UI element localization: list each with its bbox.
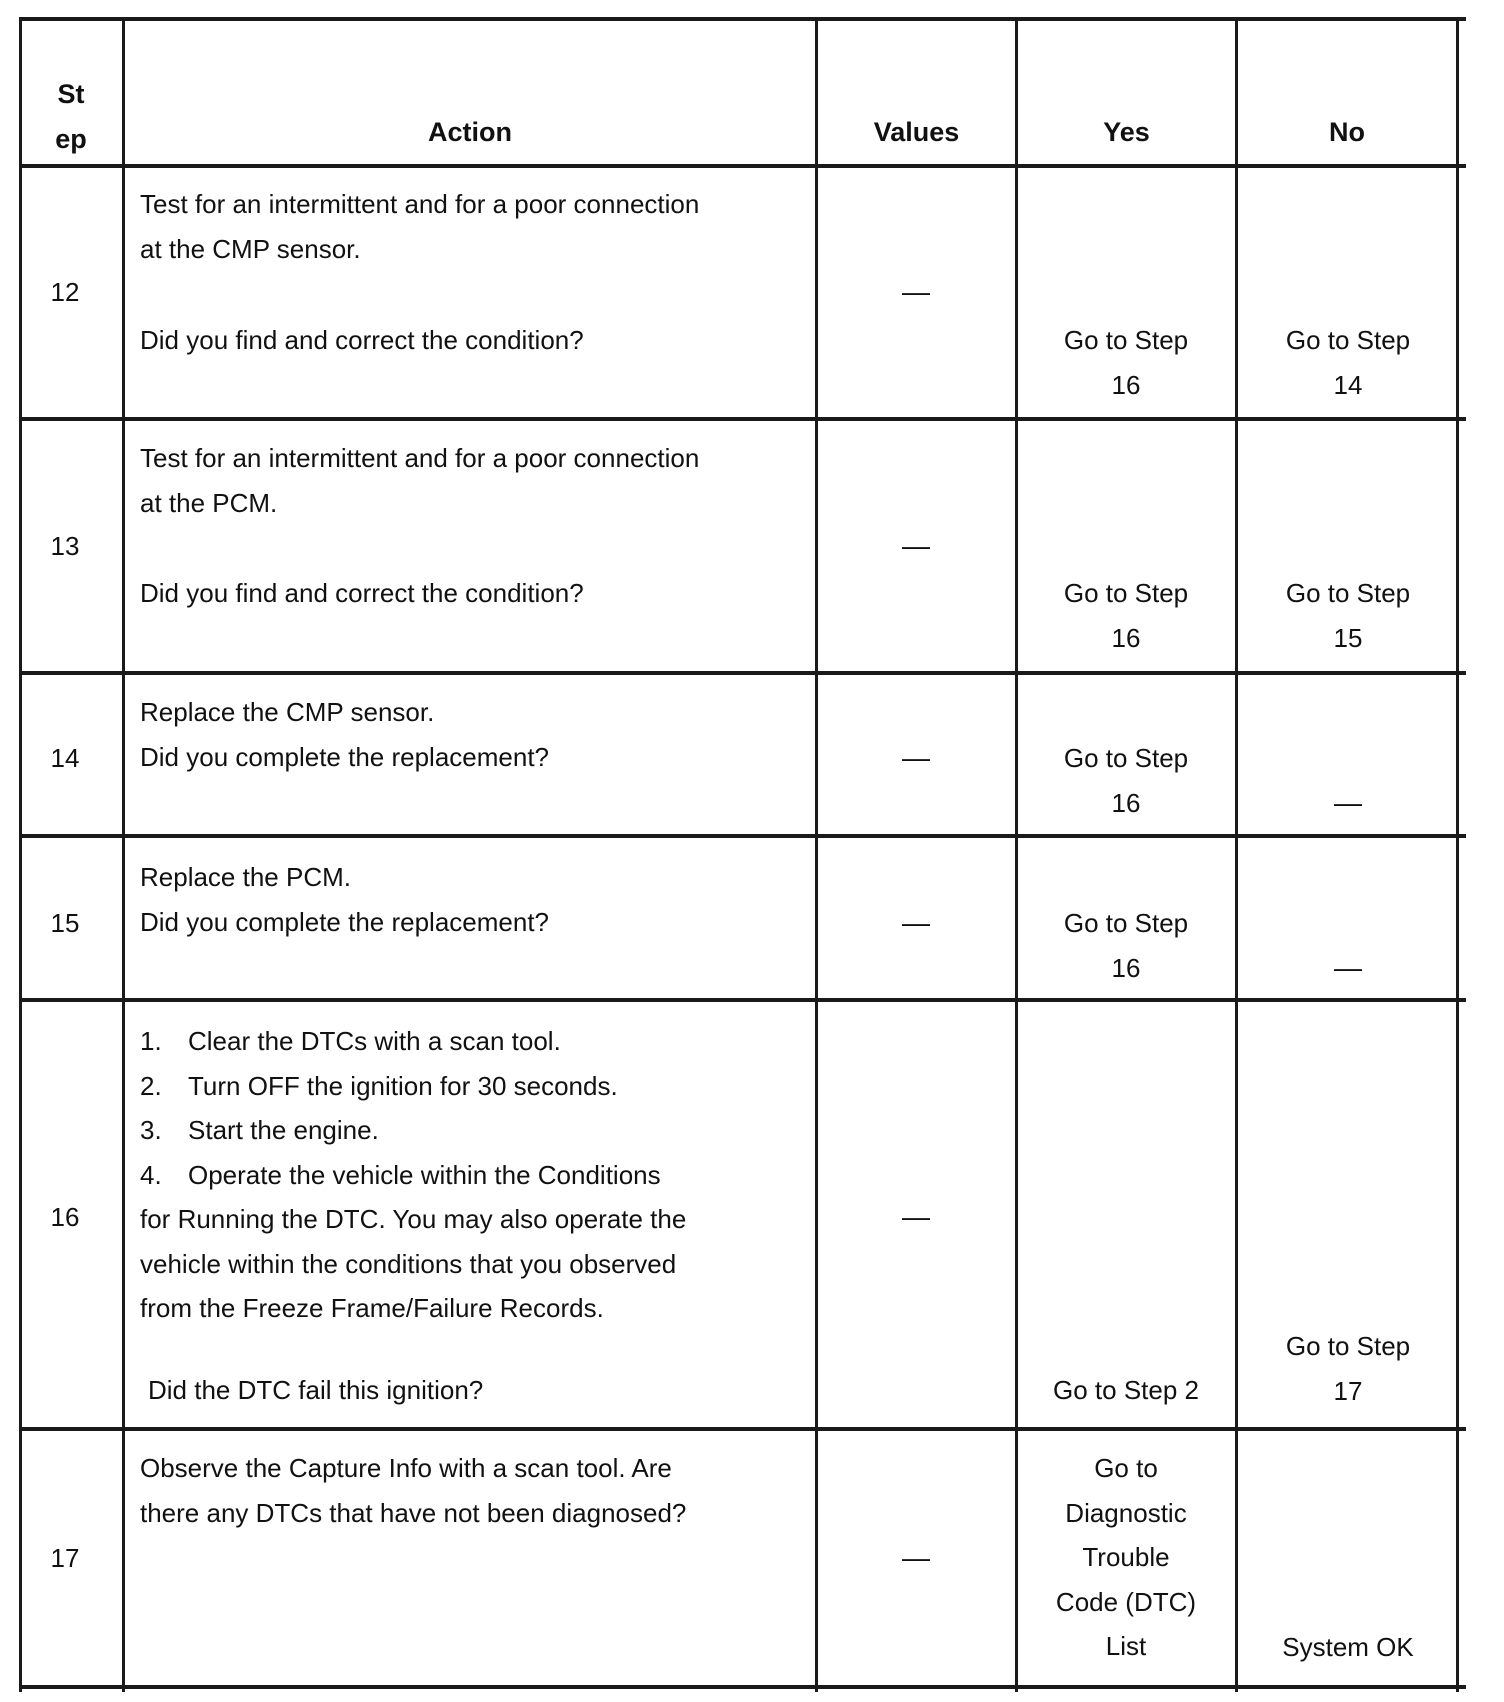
step-number: 15	[50, 908, 80, 938]
column-divider	[122, 17, 125, 1692]
list-number: 1.	[140, 1026, 162, 1056]
no-cell	[1237, 1324, 1459, 1413]
step-number: 17	[50, 1543, 80, 1573]
step-number: 13	[50, 531, 80, 561]
yes-line: 16	[1111, 787, 1141, 818]
action-line: at the CMP sensor.	[140, 233, 361, 264]
yes-cell	[1016, 318, 1236, 407]
action-question: Did you find and correct the condition?	[140, 325, 584, 355]
action-line: Test for an intermittent and for a poor connection	[140, 189, 700, 219]
yes-cell	[1016, 736, 1236, 825]
yes-line: Go to Step	[1063, 908, 1189, 938]
value-cell: —	[902, 1201, 930, 1232]
list-item	[140, 1153, 686, 1198]
no-line: Go to Step	[1285, 578, 1411, 608]
row-divider	[19, 834, 1466, 838]
header-step-line1: St	[57, 79, 85, 109]
row-divider	[19, 417, 1466, 421]
header-step-line2: ep	[55, 123, 87, 154]
list-text: Operate the vehicle within the Conditions	[188, 1159, 661, 1190]
header-yes: Yes	[1103, 117, 1150, 147]
value-cell: —	[902, 907, 930, 938]
list-text: Clear the DTCs with a scan tool.	[188, 1026, 561, 1056]
table-border-bottom	[19, 1685, 1466, 1689]
list-text: Start the engine.	[188, 1115, 379, 1145]
value-cell: —	[902, 1542, 930, 1573]
action-question: Did you find and correct the condition?	[140, 578, 584, 608]
list-text: Turn OFF the ignition for 30 seconds.	[188, 1070, 618, 1101]
step-number: 12	[50, 277, 80, 307]
action-line: for Running the DTC. You may also operate the	[140, 1204, 687, 1234]
action-line: at the PCM.	[140, 487, 278, 518]
yes-line: 16	[1111, 952, 1141, 983]
row-divider	[19, 998, 1466, 1002]
action-line: vehicle within the conditions that you observed	[140, 1248, 677, 1279]
yes-cell: Go to Step 2	[1053, 1375, 1199, 1405]
table-border-right	[1456, 17, 1459, 1692]
no-cell: System OK	[1282, 1632, 1414, 1662]
header-action: Action	[428, 117, 512, 147]
column-divider	[1235, 17, 1238, 1692]
no-cell: —	[1334, 787, 1362, 818]
no-line: 14	[1333, 369, 1363, 400]
yes-line: Go to Step	[1063, 743, 1189, 773]
list-number: 2.	[140, 1070, 162, 1101]
no-line: Go to Step	[1285, 1331, 1411, 1361]
action-line: Did you complete the replacement?	[140, 741, 550, 772]
row-divider	[19, 1427, 1466, 1431]
no-line: Go to Step	[1285, 325, 1411, 355]
no-cell: —	[1334, 952, 1362, 983]
header-values: Values	[873, 117, 960, 147]
action-line: Did you complete the replacement?	[140, 906, 550, 937]
yes-line: Diagnostic	[1065, 1497, 1187, 1528]
action-text	[140, 1446, 686, 1535]
no-line: 15	[1333, 622, 1363, 653]
yes-cell	[1016, 571, 1236, 660]
yes-cell	[1016, 901, 1236, 990]
yes-line: 16	[1111, 622, 1141, 653]
action-line: Test for an intermittent and for a poor connection	[140, 443, 700, 473]
yes-line: List	[1105, 1631, 1147, 1661]
column-divider	[815, 17, 818, 1692]
yes-line: Trouble	[1082, 1542, 1170, 1572]
action-question: Did the DTC fail this ignition?	[148, 1375, 484, 1405]
yes-cell	[1016, 1446, 1236, 1669]
row-divider	[19, 671, 1466, 675]
list-item	[140, 1019, 686, 1064]
list-item	[140, 1064, 686, 1109]
value-cell: —	[902, 276, 930, 307]
action-text	[140, 436, 699, 525]
header-step	[20, 72, 122, 161]
yes-line: Go to	[1094, 1453, 1158, 1483]
yes-line: 16	[1111, 369, 1141, 400]
numbered-list	[140, 1019, 686, 1197]
action-line: Replace the PCM.	[140, 862, 351, 892]
action-line: Observe the Capture Info with a scan tool. Are	[140, 1453, 672, 1483]
no-cell	[1237, 571, 1459, 660]
no-line: 17	[1333, 1375, 1363, 1406]
step-number: 16	[50, 1202, 80, 1232]
action-line: from the Freeze Frame/Failure Records.	[140, 1293, 604, 1323]
table-border-left	[19, 17, 22, 1692]
action-text	[140, 855, 549, 944]
list-number: 4.	[140, 1159, 162, 1190]
action-text	[140, 1019, 686, 1331]
yes-line: Go to Step	[1063, 578, 1189, 608]
action-text	[140, 182, 699, 271]
action-line: Replace the CMP sensor.	[140, 697, 435, 727]
step-number: 14	[50, 743, 80, 773]
value-cell: —	[902, 742, 930, 773]
header-divider	[19, 164, 1466, 168]
header-no: No	[1329, 117, 1365, 147]
list-item	[140, 1108, 686, 1153]
no-cell	[1237, 318, 1459, 407]
yes-line: Code (DTC)	[1055, 1586, 1197, 1617]
action-text	[140, 690, 549, 779]
list-number: 3.	[140, 1115, 162, 1145]
value-cell: —	[902, 530, 930, 561]
action-line: there any DTCs that have not been diagnosed?	[140, 1497, 687, 1528]
table-border-top	[19, 17, 1466, 21]
column-divider	[1015, 17, 1018, 1692]
yes-line: Go to Step	[1063, 325, 1189, 355]
